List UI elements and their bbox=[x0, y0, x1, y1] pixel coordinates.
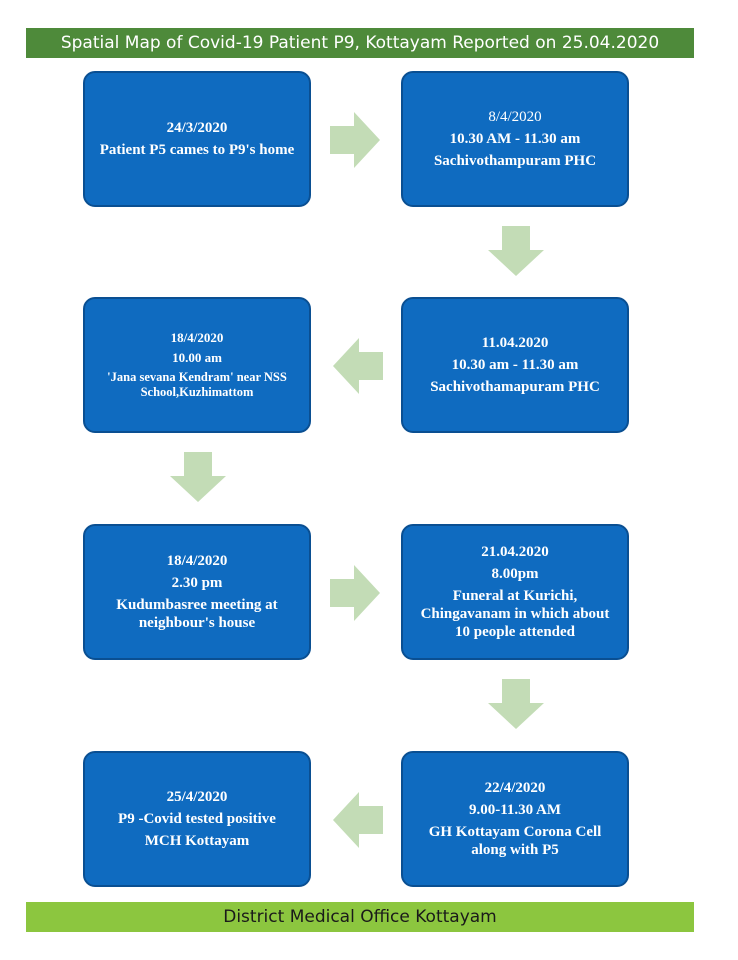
event-box-1 bbox=[83, 71, 311, 207]
event-box-4 bbox=[83, 297, 311, 433]
event-place: Funeral at Kurichi, Chingavanam in which about 10 people attended bbox=[420, 588, 610, 640]
arrow-left-icon bbox=[333, 338, 383, 394]
arrow-right-icon bbox=[330, 112, 380, 168]
event-date: 11.04.2020 bbox=[481, 335, 549, 351]
footer-text: District Medical Office Kottayam bbox=[223, 907, 497, 927]
title-banner bbox=[26, 28, 694, 58]
event-box-6 bbox=[401, 524, 629, 660]
event-date: 24/3/2020 bbox=[166, 120, 228, 136]
event-box-2 bbox=[401, 71, 629, 207]
event-place: Sachivothampuram PHC bbox=[433, 153, 597, 169]
event-time: 10.30 AM - 11.30 am bbox=[449, 131, 581, 147]
event-time: 8.00pm bbox=[491, 566, 539, 582]
event-time: 10.00 am bbox=[172, 350, 222, 365]
event-date: 18/4/2020 bbox=[166, 553, 228, 569]
event-date: 21.04.2020 bbox=[481, 544, 549, 560]
event-result: P9 -Covid tested positive bbox=[118, 811, 276, 827]
event-place: Kudumbasree meeting at neighbour's house bbox=[116, 597, 278, 631]
event-box-5 bbox=[83, 524, 311, 660]
arrow-left-icon bbox=[333, 792, 383, 848]
event-date: 18/4/2020 bbox=[170, 330, 224, 346]
event-box-7 bbox=[401, 751, 629, 887]
event-text: Patient P5 cames to P9's home bbox=[99, 142, 295, 158]
event-time: 10.30 am - 11.30 am bbox=[451, 357, 579, 373]
event-time: 2.30 pm bbox=[171, 575, 223, 591]
event-date: 8/4/2020 bbox=[488, 109, 542, 125]
arrow-right-icon bbox=[330, 565, 380, 621]
arrow-down-icon bbox=[488, 226, 544, 276]
arrow-down-icon bbox=[170, 452, 226, 502]
event-box-8 bbox=[83, 751, 311, 887]
event-date: 22/4/2020 bbox=[484, 780, 546, 796]
event-time: 9.00-11.30 AM bbox=[468, 802, 562, 818]
event-place: GH Kottayam Corona Cell along with P5 bbox=[428, 824, 602, 858]
event-place: 'Jana sevana Kendram' near NSS School,Kuzhimattom bbox=[107, 369, 287, 399]
event-place: MCH Kottayam bbox=[144, 833, 250, 849]
event-box-3 bbox=[401, 297, 629, 433]
arrow-down-icon bbox=[488, 679, 544, 729]
footer-banner bbox=[26, 902, 694, 932]
page-title: Spatial Map of Covid-19 Patient P9, Kottayam Reported on 25.04.2020 bbox=[60, 33, 660, 53]
event-place: Sachivothamapuram PHC bbox=[430, 379, 600, 395]
event-date: 25/4/2020 bbox=[166, 789, 228, 805]
